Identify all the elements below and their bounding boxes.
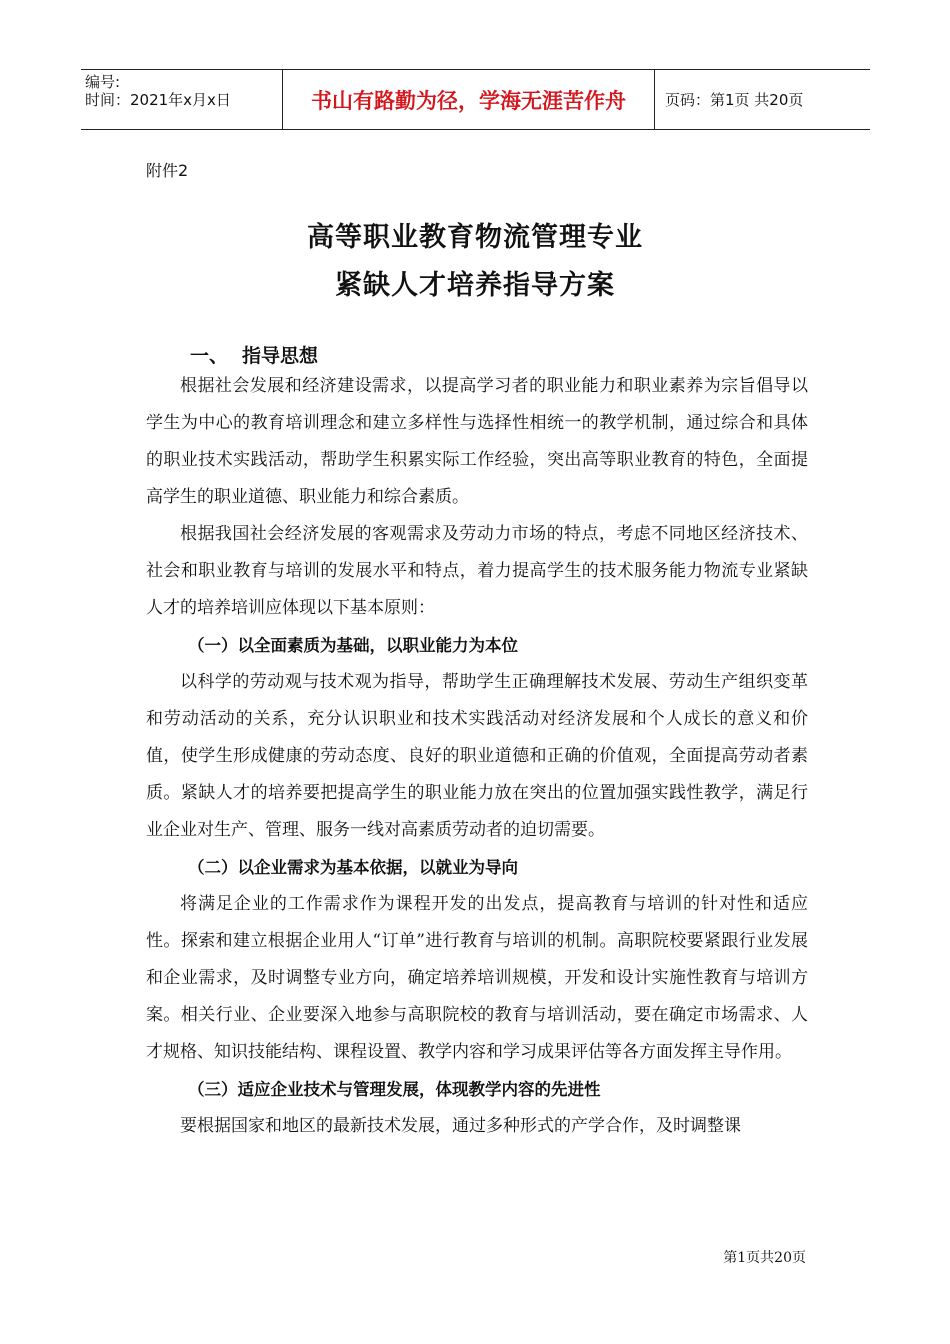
subheading: （一）以全面素质为基础，以职业能力为本位 <box>188 636 518 655</box>
header-motto: 书山有路勤为径，学海无涯苦作舟 <box>283 70 655 129</box>
doc-time-label: 时间：2021年x月x日 <box>85 91 231 109</box>
page-footer: 第1页共20页 <box>723 1250 806 1266</box>
subheading: （三）适应企业技术与管理发展，体现教学内容的先进性 <box>188 1080 601 1099</box>
doc-title-line2: 紧缺人才培养指导方案 <box>335 270 615 301</box>
paragraph: 根据社会发展和经济建设需求，以提高学习者的职业能力和职业素养为宗旨倡导以学生为中心的教育培训理念和建立多样性与选择性相统一的教学机制，通过综合和具体的职业技术实践活动，帮助学生积累实际工作经验，突出高等职业教育的特色，全面提高学生的职业道德、职业能力和综合素质。 <box>146 376 808 507</box>
subheading: （二）以企业需求为基本依据，以就业为导向 <box>188 858 518 877</box>
header-page-label: 页码：第1页 共20页 <box>665 91 804 109</box>
doc-number-label: 编号: <box>85 73 121 91</box>
document-body <box>146 368 808 1145</box>
page-header <box>81 69 870 130</box>
annex-label: 附件2 <box>146 161 189 180</box>
paragraph: 以科学的劳动观与技术观为指导，帮助学生正确理解技术发展、劳动生产组织变革和劳动活动的关系，充分认识职业和技术实践活动对经济发展和个人成长的意义和价值，使学生形成健康的劳动态度、良好的职业道德和正确的价值观，全面提高劳动者素质。紧缺人才的培养要把提高学生的职业能力放在突出的位置加强实践性教学，满足行业企业对生产、管理、服务一线对高素质劳动者的迫切需要。 <box>146 672 808 840</box>
paragraph: 根据我国社会经济发展的客观需求及劳动力市场的特点，考虑不同地区经济技术、社会和职业教育与培训的发展水平和特点，着力提高学生的技术服务能力物流专业紧缺人才的培养培训应体现以下基本原则： <box>146 524 808 618</box>
paragraph: 将满足企业的工作需求作为课程开发的出发点，提高教育与培训的针对性和适应性。探索和建立根据企业用人“订单”进行教育与培训的机制。高职院校要紧跟行业发展和企业需求，及时调整专业方向，确定培养培训规模，开发和设计实施性教育与培训方案。相关行业、企业要深入地参与高职院校的教育与培训活动，要在确定市场需求、人才规格、知识技能结构、课程设置、教学内容和学习成果评估等各方面发挥主导作用。 <box>146 894 808 1062</box>
doc-title-line1: 高等职业教育物流管理专业 <box>307 222 643 253</box>
section-title: 指导思想 <box>242 345 319 367</box>
section-heading <box>190 341 318 368</box>
header-meta <box>81 70 283 129</box>
section-number: 一、 <box>190 345 229 367</box>
paragraph: 要根据国家和地区的最新技术发展，通过多种形式的产学合作，及时调整课 <box>180 1116 741 1136</box>
